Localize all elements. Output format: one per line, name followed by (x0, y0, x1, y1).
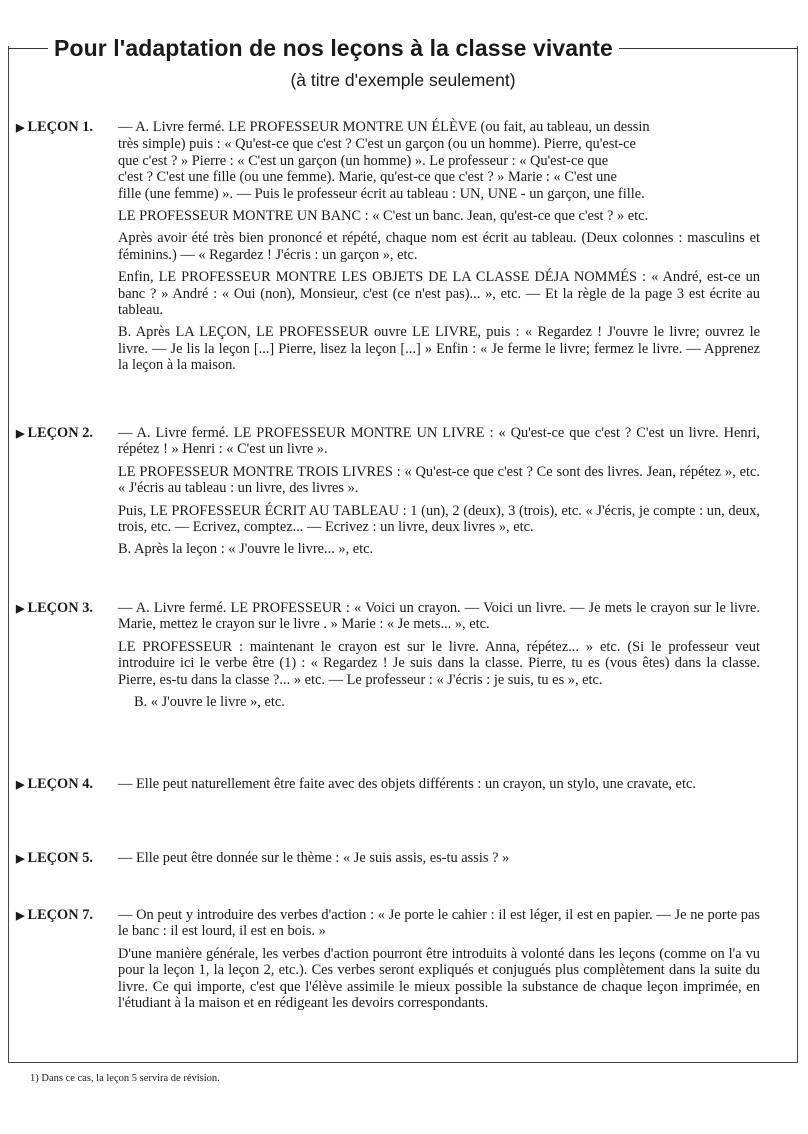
lesson-3-intro: — A. Livre fermé. LE PROFESSEUR : « Voici un crayon. — Voici un livre. — Je mets le crayon sur le livre. Marie, mettez le crayon sur le livre . » Marie : « Je mets... », etc. (118, 600, 760, 633)
lesson-3-paragraph-b: B. « J'ouvre le livre », etc. (134, 694, 285, 711)
lesson-2-head (16, 425, 760, 458)
lesson-7 (16, 907, 760, 1011)
lesson-2 (16, 425, 760, 558)
lesson-4-intro: — Elle peut naturellement être faite avec des objets différents : un crayon, un stylo, une cravate, etc. (118, 776, 696, 792)
lesson-2-paragraph-puis: Puis, LE PROFESSEUR ÉCRIT AU TABLEAU : 1 (un), 2 (deux), 3 (trois), etc. « J'écris, je compte : un, deux, trois, etc. — Ecrivez, comptez... — Ecrivez : un livre, deux livres », etc. (118, 502, 760, 536)
lesson-4-label: LEÇON 4. (27, 776, 94, 792)
lesson-4-head (16, 776, 760, 793)
page-title: Pour l'adaptation de nos leçons à la classe vivante (54, 34, 613, 61)
arrow-right-icon: ▶ (16, 853, 25, 865)
lesson-5-label-wrap (16, 850, 118, 867)
lesson-5 (16, 850, 760, 867)
lesson-3-paragraph-professeur: LE PROFESSEUR : maintenant le crayon est sur le livre. Anna, répétez... » etc. (Si le professeur veut introduire ici le verbe être (1) : « Regardez ! Je suis dans la classe. Pierre, tu es (vous êtes) dans la classe. Pierre, es-tu dans la classe ?... » etc. — Le professeur : « J'écris : je suis, tu es », etc. (118, 638, 760, 688)
lesson-1-label-wrap (16, 119, 118, 136)
title-row (8, 32, 798, 64)
lesson-3 (16, 600, 760, 710)
lesson-3-head (16, 600, 760, 633)
lesson-1 (16, 119, 760, 374)
lesson-4-label-wrap (16, 776, 118, 793)
lesson-2-intro: — A. Livre fermé. LE PROFESSEUR MONTRE UN LIVRE : « Qu'est-ce que c'est ? C'est un livre. Henri, répétez ! » Henri : « C'est un livre ». (118, 425, 760, 458)
lesson-2-paragraph-trois: LE PROFESSEUR MONTRE TROIS LIVRES : « Qu'est-ce que c'est ? Ce sont des livres. Jean, répétez », etc. « J'écris au tableau : un livre, des livres ». (118, 463, 760, 497)
lesson-7-label: LEÇON 7. (27, 907, 94, 923)
lesson-1-line-5: fille (une femme) ». — Puis le professeur écrit au tableau : UN, UNE - un garçon, une fille. (118, 185, 645, 202)
lesson-3-label-wrap (16, 600, 118, 617)
lesson-1-line-1: — A. Livre fermé. LE PROFESSEUR MONTRE UN ÉLÈVE (ou fait, au tableau, un dessin (118, 119, 650, 135)
lesson-5-head (16, 850, 760, 867)
lesson-7-intro: — On peut y introduire des verbes d'action : « Je porte le cahier : il est léger, il est en papier. — Je ne porte pas le banc : il est lourd, il est en bois. » (118, 907, 760, 940)
lesson-1-paragraph-b: B. Après LA LEÇON, LE PROFESSEUR ouvre LE LIVRE, puis : « Regardez ! J'ouvre le livre; ouvrez le livre. — Je lis la leçon [...] Pierre, lisez la leçon [...] » Enfin : « Je ferme le livre; fermez le livre. — Apprenez la leçon à la maison. (118, 324, 760, 374)
arrow-right-icon: ▶ (16, 910, 25, 922)
lesson-1-label: LEÇON 1. (27, 119, 94, 135)
title-rule-left (8, 48, 48, 49)
arrow-right-icon: ▶ (16, 603, 25, 615)
lesson-5-intro: — Elle peut être donnée sur le thème : « Je suis assis, es-tu assis ? » (118, 850, 510, 866)
lesson-7-label-wrap (16, 907, 118, 924)
lesson-5-label: LEÇON 5. (27, 850, 94, 866)
arrow-right-icon: ▶ (16, 428, 25, 440)
page-subtitle: (à titre d'exemple seulement) (290, 70, 516, 90)
lesson-2-label: LEÇON 2. (27, 425, 94, 441)
lesson-2-label-wrap (16, 425, 118, 442)
lesson-1-head (16, 119, 760, 136)
lesson-3-label: LEÇON 3. (27, 600, 94, 616)
lesson-1-paragraph-banc: LE PROFESSEUR MONTRE UN BANC : « C'est un banc. Jean, qu'est-ce que c'est ? » etc. (118, 208, 649, 225)
lesson-1-paragraph-prononce: Après avoir été très bien prononcé et répété, chaque nom est écrit au tableau. (Deux colonnes : masculins et féminins.) — « Regardez ! J'écris : un garçon », etc. (118, 230, 760, 263)
lesson-2-paragraph-b: B. Après la leçon : « J'ouvre le livre... », etc. (118, 541, 374, 558)
lesson-1-line-4: c'est ? C'est une fille (ou une femme). Marie, qu'est-ce que c'est ? » Marie : « C'est une (118, 169, 617, 186)
lesson-7-head (16, 907, 760, 940)
lesson-4 (16, 776, 760, 793)
arrow-right-icon: ▶ (16, 122, 25, 134)
lesson-7-paragraph-general: D'une manière générale, les verbes d'action pourront être introduits à volonté dans les leçons (comme on l'a vu pour la leçon 1, la leçon 2, etc.). Ces verbes seront expliqués et conjugués plus complètement dans la suite du livre. Ce qui importe, c'est que l'élève assimile le mieux possible la substance de chaque leçon imprimée, en l'étudiant à la maison et en rédigeant les devoirs correspondants. (118, 945, 760, 1012)
footnote: 1) Dans ce cas, la leçon 5 servira de révision. (30, 1073, 220, 1084)
title-rule-right (619, 48, 798, 49)
lesson-1-intro-cont (16, 136, 760, 202)
lesson-1-paragraph-enfin: Enfin, LE PROFESSEUR MONTRE LES OBJETS DE LA CLASSE DÉJA NOMMÉS : « André, est-ce un banc ? » André : « Oui (non), Monsieur, c'est (ce n'est pas)... », etc. — Et la règle de la page 3 est écrite au tableau. (118, 269, 760, 319)
lesson-1-line-2: très simple) puis : « Qu'est-ce que c'est ? C'est un garçon (ou un homme). Pierre, qu'est-ce (118, 136, 636, 153)
lesson-1-line-3: que c'est ? » Pierre : « C'est un garçon (un homme) ». Le professeur : « Qu'est-ce que (118, 152, 609, 169)
lesson-1-intro (118, 119, 760, 135)
arrow-right-icon: ▶ (16, 779, 25, 791)
